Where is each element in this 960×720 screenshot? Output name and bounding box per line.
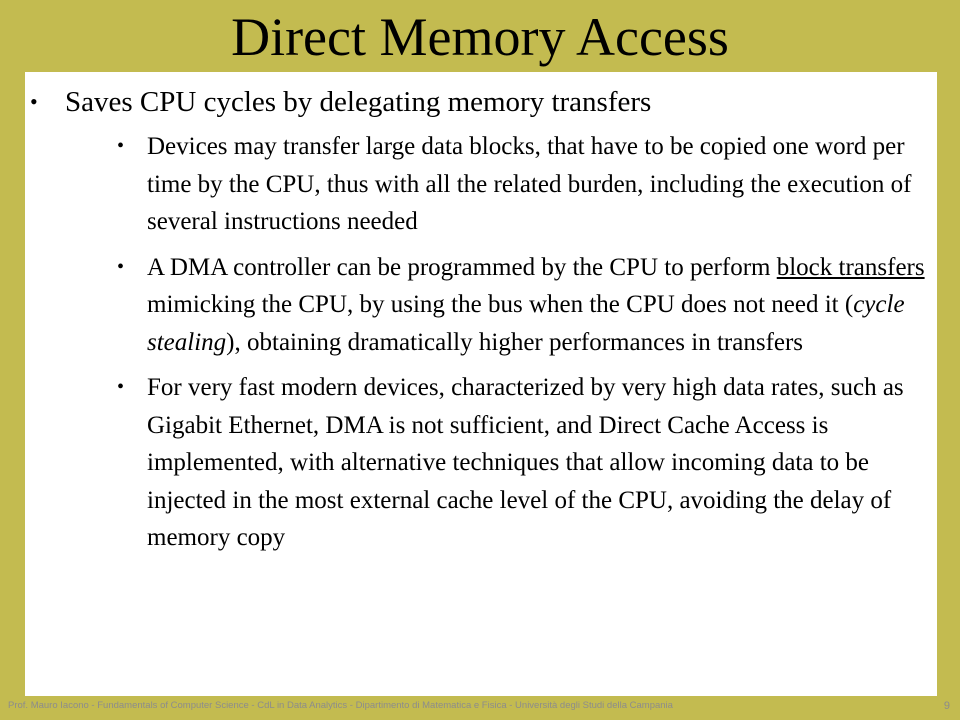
content-panel — [25, 72, 937, 696]
sub-bullet-1-text: Devices may transfer large data blocks, that have to be copied one word per time by the CPU, thus with all the related burden, including the execution of several instructions needed — [147, 133, 912, 235]
bullet-dot: • — [117, 376, 125, 398]
sub-bullet-2-text-pre: A DMA controller can be programmed by the CPU to perform — [147, 253, 777, 281]
bullet-main-text: Saves CPU cycles by delegating memory transfers — [65, 86, 652, 118]
bullet-list — [25, 84, 937, 565]
bullet-main — [25, 84, 937, 557]
bullet-dot: • — [117, 255, 125, 278]
sub-bullet-2-text-post: ), obtaining dramatically higher performances in transfers — [226, 328, 804, 356]
sub-bullet-2-underlined: block transfers — [776, 253, 925, 281]
footer-text: Prof. Mauro Iacono - Fundamentals of Computer Science - CdL in Data Analytics - Dipartimento di Matematica e Fisica - Università degli Studi della Campania — [8, 700, 673, 711]
sub-bullet-2-text-mid: mimicking the CPU, by using the bus when the CPU does not need it ( — [147, 291, 854, 318]
slide-title: Direct Memory Access — [231, 7, 729, 67]
sub-bullet-3-text: For very fast modern devices, characterized by very high data rates, such as Gigabit Ethernet, DMA is not sufficient, and Direct Cache Access is implemented, with alternative techniques that allow incoming data to be injected in the most external cache level of the CPU, avoiding the delay of memory copy — [147, 374, 904, 551]
sub-bullet-list — [65, 128, 937, 557]
bullet-dot: • — [117, 135, 125, 157]
sub-bullet-3 — [65, 369, 937, 557]
bullet-dot: • — [30, 89, 38, 114]
sub-bullet-1 — [65, 128, 937, 241]
page-number: 9 — [943, 700, 950, 712]
sub-bullet-2-italic: cycle stealing — [147, 291, 905, 356]
sub-bullet-2 — [65, 249, 937, 362]
